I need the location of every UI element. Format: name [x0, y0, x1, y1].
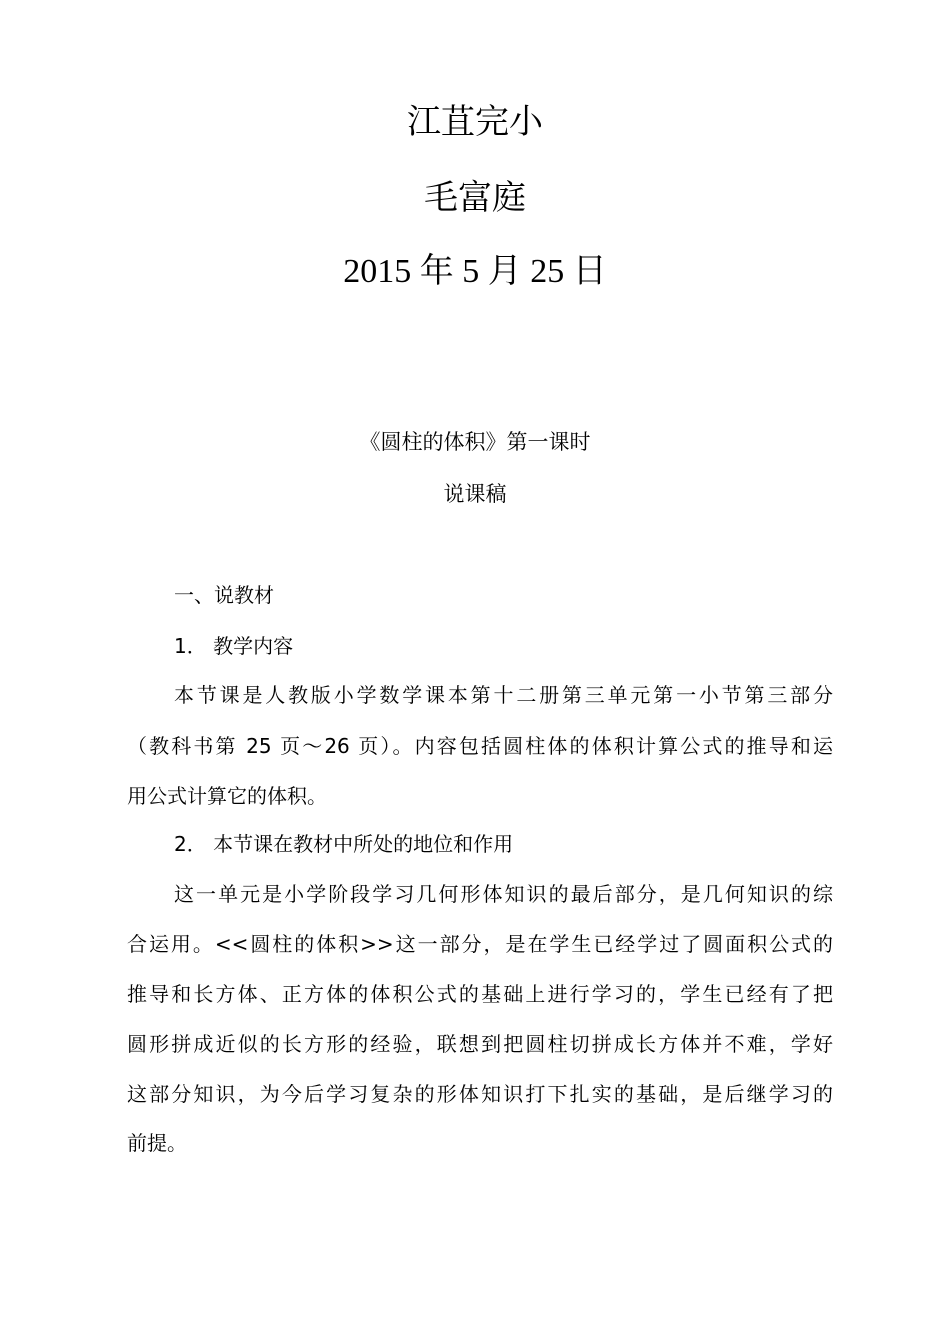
paragraph-line: 用公式计算它的体积。	[127, 784, 327, 808]
paragraph-line: 圆形拼成近似的长方形的经验，联想到把圆柱切拼成长方体并不难，学好	[127, 1032, 833, 1056]
paragraph-line: 这一单元是小学阶段学习几何形体知识的最后部分，是几何知识的综	[174, 882, 833, 906]
paragraph-line: 本节课是人教版小学数学课本第十二册第三单元第一小节第三部分	[174, 683, 833, 707]
paragraph-line: 推导和长方体、正方体的体积公式的基础上进行学习的，学生已经有了把	[127, 982, 833, 1006]
lesson-subtitle: 说课稿	[443, 482, 507, 506]
item-heading-teaching-content: 1． 教学内容	[174, 634, 294, 658]
school-name: 江苴完小	[407, 102, 543, 142]
paragraph-line: 前提。	[127, 1131, 187, 1155]
lesson-title: 《圆柱的体积》第一课时	[359, 430, 591, 454]
item-heading-position-and-role: 2． 本节课在教材中所处的地位和作用	[174, 832, 514, 856]
paragraph-line: 这部分知识，为今后学习复杂的形体知识打下扎实的基础，是后继学习的	[127, 1082, 833, 1106]
paragraph-line: （教科书第 25 页～26 页）。内容包括圆柱体的体积计算公式的推导和运	[127, 734, 833, 758]
author-name: 毛富庭	[424, 178, 526, 218]
section-heading-teaching-material: 一、说教材	[174, 583, 274, 607]
paragraph-line: 合运用。<<圆柱的体积>>这一部分，是在学生已经学过了圆面积公式的	[127, 932, 833, 956]
document-date: 2015 年 5 月 25 日	[343, 253, 607, 290]
